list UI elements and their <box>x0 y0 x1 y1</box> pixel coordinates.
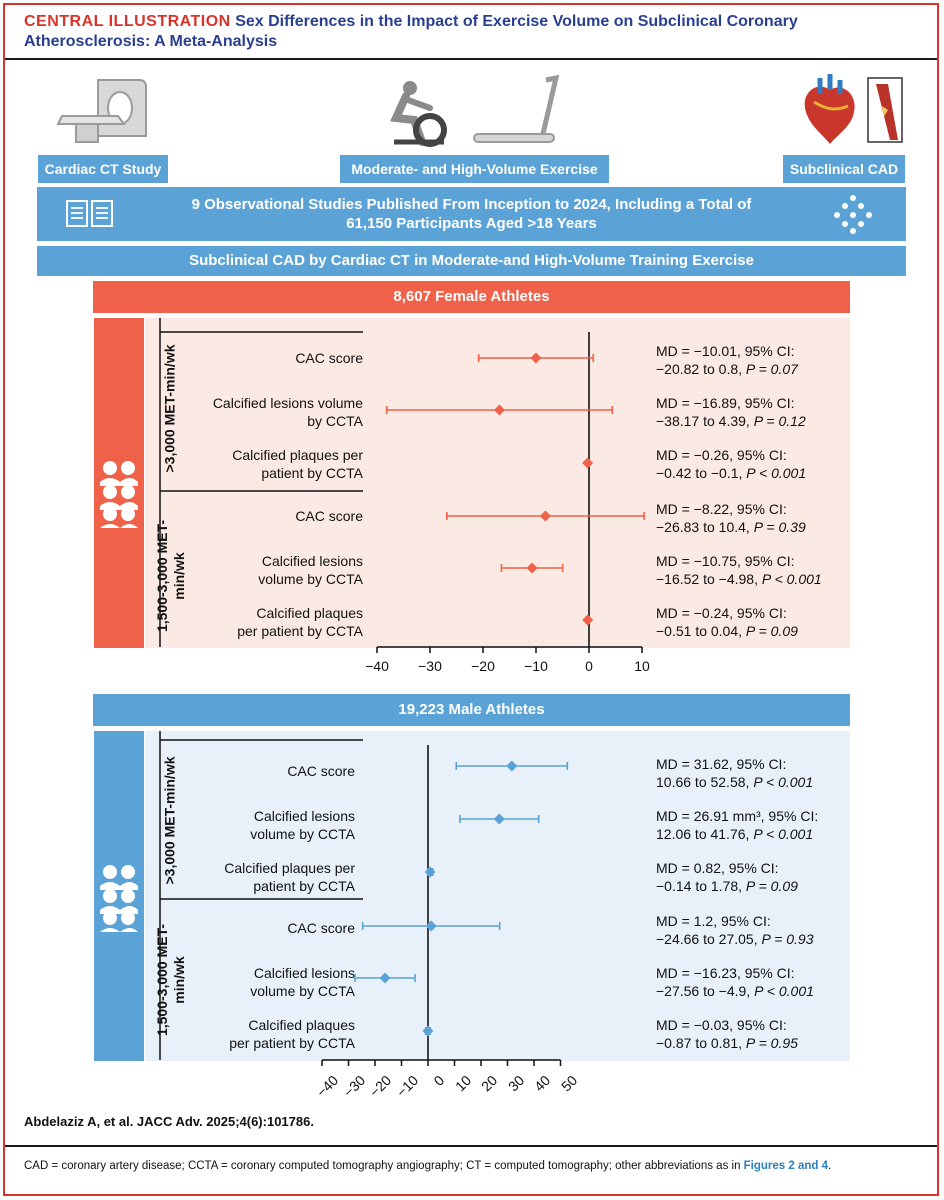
male-point-0-2 <box>425 867 436 878</box>
male-group1-label: >3,000 MET-min/wk <box>161 756 178 885</box>
female-row5-label: Calcified lesions volume by CCTA <box>258 553 363 587</box>
female-tick-m40: −40 <box>365 658 389 674</box>
female-tick-0: 0 <box>585 658 593 674</box>
male-row2-label: Calcified lesions volume by CCTA <box>250 808 355 842</box>
male-row2-stat: MD = 26.91 mm³, 95% CI: 12.06 to 41.76, P < 0.001 <box>656 808 819 842</box>
subclinical-cad-label: Subclinical CAD <box>783 155 905 183</box>
male-tick-8: 40 <box>530 1072 554 1095</box>
male-tick-2: −20 <box>366 1072 395 1101</box>
male-row6-stat: MD = −0.03, 95% CI: −0.87 to 0.81, P = 0.95 <box>656 1017 798 1051</box>
female-row2-stat: MD = −16.89, 95% CI: −38.17 to 4.39, P = 0.12 <box>656 395 806 429</box>
male-tick-3: −10 <box>392 1072 421 1101</box>
male-tick-7: 30 <box>504 1072 527 1095</box>
male-tick-1: −30 <box>339 1072 368 1101</box>
footnote-end: . <box>828 1160 832 1172</box>
female-row6-label: Calcified plaques per patient by CCTA <box>237 605 363 639</box>
subtitle-band: Subclinical CAD by Cardiac CT in Moderate-and High-Volume Training Exercise <box>37 246 906 276</box>
female-section-header: 8,607 Female Athletes <box>93 281 850 313</box>
footer-rule <box>5 1145 937 1147</box>
male-row4-stat: MD = 1.2, 95% CI: −24.66 to 27.05, P = 0.93 <box>656 913 814 947</box>
footnote-text: CAD = coronary artery disease; CCTA = coronary computed tomography angiography; CT = computed tomography; other abbreviations as in <box>24 1160 744 1172</box>
female-row6-stat: MD = −0.24, 95% CI: −0.51 to 0.04, P = 0.09 <box>656 605 798 639</box>
male-row3-label: Calcified plaques per patient by CCTA <box>224 860 355 894</box>
male-section-header: 19,223 Male Athletes <box>93 694 850 726</box>
male-row5-label: Calcified lesions volume by CCTA <box>250 965 355 999</box>
female-row3-stat: MD = −0.26, 95% CI: −0.42 to −0.1, P < 0.001 <box>656 447 807 481</box>
male-tick-6: 20 <box>477 1072 501 1095</box>
male-tick-0: −40 <box>313 1072 342 1101</box>
female-row4-label: CAC score <box>295 508 363 524</box>
central-illustration-tag: CENTRAL ILLUSTRATION <box>24 13 231 30</box>
male-tick-4: 0 <box>430 1072 448 1089</box>
exercise-volume-label: Moderate- and High-Volume Exercise <box>340 155 609 183</box>
female-row2-label: Calcified lesions volume by CCTA <box>212 395 363 429</box>
female-row1-label: CAC score <box>295 350 363 366</box>
female-tick-m20: −20 <box>471 658 495 674</box>
male-row4-label: CAC score <box>287 920 355 936</box>
female-tick-m30: −30 <box>418 658 442 674</box>
male-group2-label: 1,500-3,000 MET-min/wk <box>154 923 187 1037</box>
female-tick-10: 10 <box>634 658 650 674</box>
male-row6-label: Calcified plaques per patient by CCTA <box>229 1017 355 1051</box>
cardiac-ct-label: Cardiac CT Study <box>38 155 168 183</box>
male-row5-stat: MD = −16.23, 95% CI: −27.56 to −4.9, P < 0.001 <box>656 965 814 999</box>
female-row4-stat: MD = −8.22, 95% CI: −26.83 to 10.4, P = 0.39 <box>656 501 806 535</box>
male-point-0-1 <box>494 814 505 825</box>
female-row5-stat: MD = −10.75, 95% CI: −16.52 to −4.98, P < 0.001 <box>656 553 822 587</box>
female-tick-m10: −10 <box>524 658 548 674</box>
summary-line2: 61,150 Participants Aged >18 Years <box>346 215 597 232</box>
female-group1-label: >3,000 MET-min/wk <box>161 344 178 473</box>
male-point-1-2 <box>422 1026 433 1037</box>
male-tick-5: 10 <box>451 1072 474 1095</box>
title-line2: Atherosclerosis: A Meta-Analysis <box>24 33 278 50</box>
female-row3-label: Calcified plaques per patient by CCTA <box>232 447 363 481</box>
female-group2-label: 1,500-3,000 MET-min/wk <box>154 519 187 633</box>
male-row1-label: CAC score <box>287 763 355 779</box>
citation: Abdelaziz A, et al. JACC Adv. 2025;4(6):101786. <box>24 1114 314 1129</box>
male-point-1-1 <box>379 973 390 984</box>
title-line1: Sex Differences in the Impact of Exercise Volume on Subclinical Coronary <box>235 13 798 30</box>
male-point-0-0 <box>506 761 517 772</box>
male-row3-stat: MD = 0.82, 95% CI: −0.14 to 1.78, P = 0.09 <box>656 860 798 894</box>
female-row1-stat: MD = −10.01, 95% CI: −20.82 to 0.8, P = 0.07 <box>656 343 798 377</box>
figures-link[interactable]: Figures 2 and 4 <box>743 1160 829 1172</box>
footnote <box>24 1160 831 1172</box>
male-tick-9: 50 <box>557 1072 580 1095</box>
summary-line1: 9 Observational Studies Published From Inception to 2024, Including a Total of <box>191 196 752 213</box>
male-row1-stat: MD = 31.62, 95% CI: 10.66 to 52.58, P < 0.001 <box>656 756 814 790</box>
